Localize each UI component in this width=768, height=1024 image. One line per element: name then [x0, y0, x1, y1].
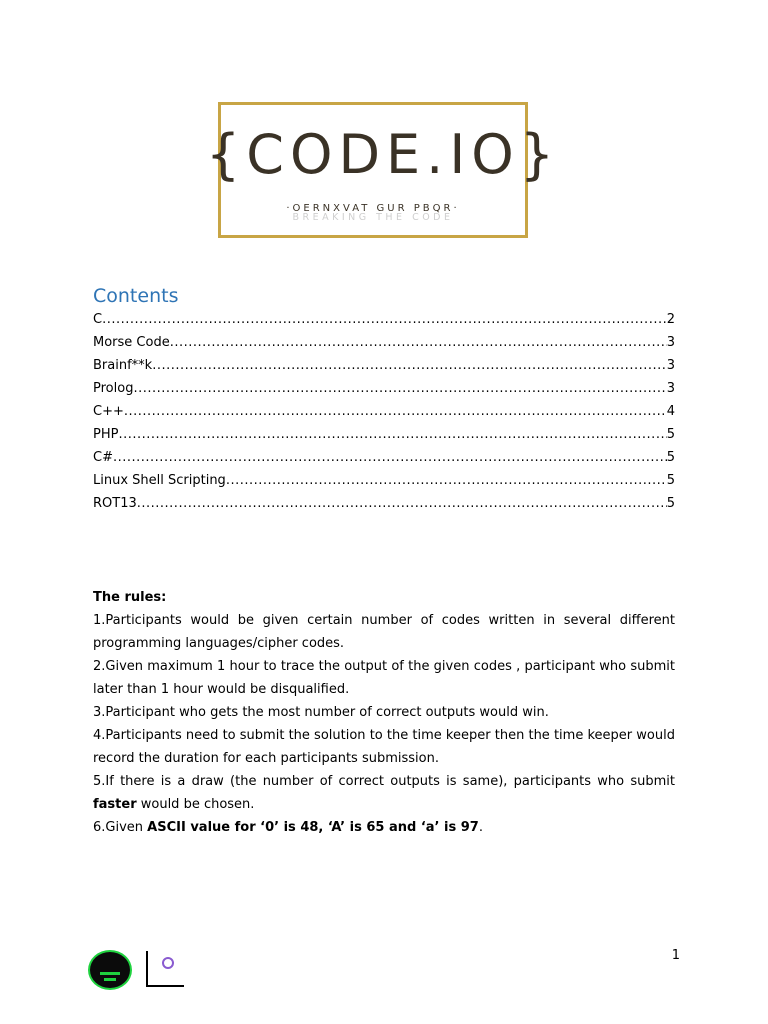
logo-cipher-text: ·OERNXVAT GUR PBQR·	[286, 203, 460, 214]
toc-entry-label: Brainf**k	[93, 358, 153, 373]
toc-entry-page: 5	[666, 427, 675, 442]
toc-entry-label: Morse Code	[93, 335, 170, 350]
rule-2: 2.Given maximum 1 hour to trace the output of the given codes , participant who submit later than 1 hour would be disqualified.	[93, 659, 675, 697]
toc-entry-linux-shell-scripting[interactable]	[93, 469, 675, 492]
rule-5-text: 5.If there is a draw (the number of correct outputs is same), participants who submit	[93, 774, 675, 789]
toc-entry-label: C	[93, 312, 103, 327]
toc-entry-label: C++	[93, 404, 124, 419]
badge-1-bar	[100, 972, 120, 975]
rule-5-tail: would be chosen.	[136, 797, 255, 812]
toc-entry-csharp[interactable]	[93, 446, 675, 469]
toc-entry-label: C#	[93, 450, 113, 465]
rule-1: 1.Participants would be given certain number of codes written in several different programming languages/cipher codes.	[93, 613, 675, 651]
toc-entry-morse-code[interactable]	[93, 331, 675, 354]
toc-heading: Contents	[93, 285, 179, 307]
toc-entry-page: 3	[666, 335, 675, 350]
toc-entry-page: 4	[666, 404, 675, 419]
toc-entry-page: 3	[666, 358, 675, 373]
toc-entry-cpp[interactable]	[93, 400, 675, 423]
toc-entry-label: PHP	[93, 427, 119, 442]
green-circle-logo-icon	[88, 950, 132, 990]
logo-title: {CODE.IO}	[205, 123, 561, 186]
toc-dot-leader	[102, 308, 667, 331]
rule-6-text: 6.Given	[93, 820, 148, 835]
toc-entry-label: Linux Shell Scripting	[93, 473, 226, 488]
toc-entry-page: 3	[666, 381, 675, 396]
badge-2-mark	[162, 957, 174, 969]
rule-3: 3.Participant who gets the most number of correct outputs would win.	[93, 705, 549, 720]
rule-6	[93, 816, 675, 839]
toc-dot-leader	[113, 446, 667, 469]
rules-title: The rules:	[93, 590, 167, 605]
toc-dot-leader	[226, 469, 667, 492]
rule-6-emphasis: ASCII value for ‘0’ is 48, ‘A’ is 65 and ‘a’ is 97	[147, 820, 479, 835]
toc-dot-leader	[137, 492, 667, 515]
toc-entry-page: 5	[666, 496, 675, 511]
toc-dot-leader	[118, 423, 666, 446]
page-number: 1	[671, 948, 680, 963]
toc-dot-leader	[124, 400, 667, 423]
toc-entry-rot13[interactable]	[93, 492, 675, 515]
toc-entry-prolog[interactable]	[93, 377, 675, 400]
rule-6-tail: .	[478, 820, 483, 835]
toc-dot-leader	[170, 331, 667, 354]
logo-subtitle: BREAKING THE CODE	[292, 212, 454, 223]
rule-5-emphasis: faster	[93, 797, 137, 812]
purple-emblem-logo-icon	[146, 951, 184, 987]
toc-entry-label: Prolog	[93, 381, 134, 396]
badge-1-base	[104, 978, 116, 981]
rules-section	[93, 586, 675, 839]
rule-4: 4.Participants need to submit the solution to the time keeper then the time keeper would record the duration for each participants submission.	[93, 728, 675, 766]
rule-5	[93, 770, 675, 816]
table-of-contents	[93, 308, 675, 515]
toc-entry-label: ROT13	[93, 496, 137, 511]
toc-entry-page: 5	[666, 450, 675, 465]
toc-dot-leader	[133, 377, 666, 400]
toc-entry-page: 5	[666, 473, 675, 488]
toc-entry-c[interactable]	[93, 308, 675, 331]
toc-entry-php[interactable]	[93, 423, 675, 446]
toc-entry-brainfk[interactable]	[93, 354, 675, 377]
toc-entry-page: 2	[666, 312, 675, 327]
toc-dot-leader	[152, 354, 667, 377]
